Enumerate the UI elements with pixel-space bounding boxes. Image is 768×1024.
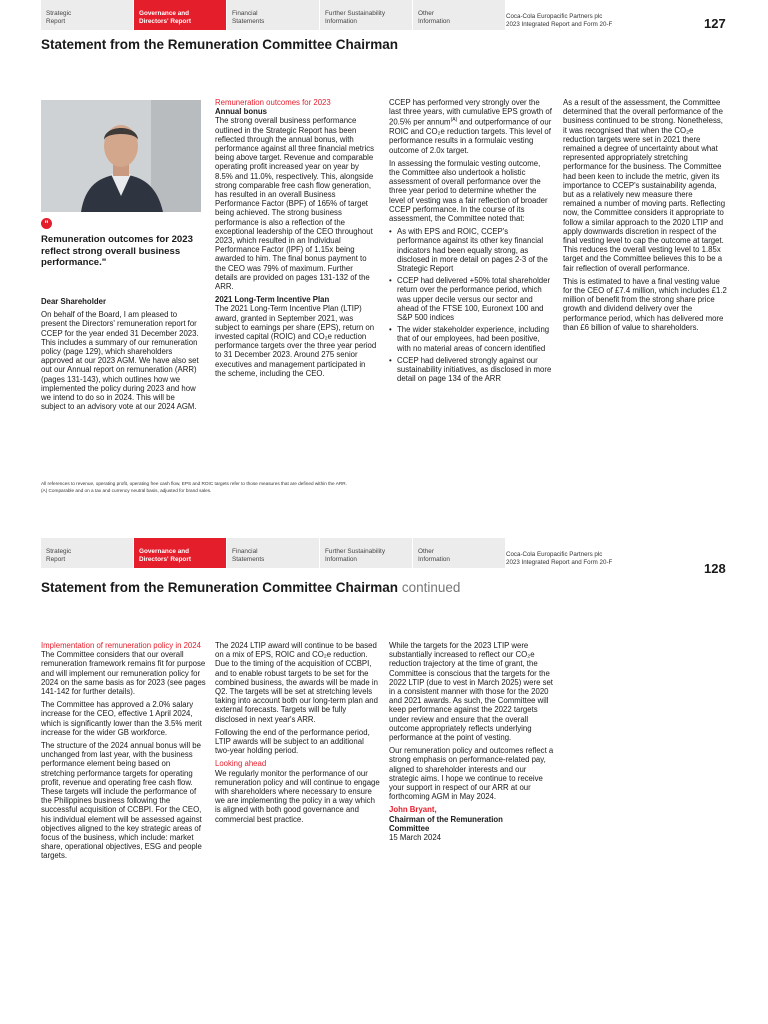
ltip-body: The 2021 Long-Term Incentive Plan (LTIP) award, granted in September 2021, was subject to earnings per share (EPS), return on invested capital (ROIC) and CO₂e reduction performance targets over the three year period to 31 December 2023. Around 275 senior executives and management participated in the scheme, including the CEO. [215,304,377,378]
annual-bonus-body: The strong overall business performance outlined in the Strategic Report has been reflected through the annual bonus, with performance against all three financial metrics being above target. Revenue and comparable operating profit increased year on year by 8.5% and 11.0%, respectively. This, alongside strong comparable free cash flow generation, has resulted in an overall Business Performance Factor (BPF) of 165% of target being achieved. The strong business performance is also a reflection of the exceptional leadership of the CEO throughout 2023, which resulted in an Individual Performance Factor (IPF) of 1.15x being awarded to him. The final bonus payment to the CEO was 79% of maximum. Further details are provided on pages 131-132 of the ARR. [215,116,375,292]
page-128 [0,538,768,1024]
nav-governance[interactable]: Governance and Directors' Report [134,0,227,30]
title-continued: continued [401,580,461,595]
col4-paragraph-1: As a result of the assessment, the Committee determined that the overall performance of the business continued to be strong. Nonetheless, it was recognised that when the CO₂e reduction targets were set in 2021 there remained a degree of uncertainty about what represented appropriately stretching performance for the business. The Committee had been keen to include the metric, given its importance to CCEP's sustainability agenda, but as a relatively new measure there remained a number of moving parts. Reflecting now, the Committee considers it appropriate to follow a similar approach to the 2020 LTIP and apply downwards discretion in respect of the final vesting level to cap the outcome at target. This reduces the overall vesting level to 1.85x target and the Committee believes this to be a fair reflection of overall performance. [563,98,726,273]
list-item: • CCEP had delivered +50% total shareholder return over the performance period, which was upper decile versus our sector and ahead of the FTSE 100, Euronext 100 and S&P 500 indices [389,276,552,322]
signature-date: 15 March 2024 [389,833,442,843]
outcomes-heading: Remuneration outcomes for 2023 [215,98,331,107]
signatory-role: Chairman of the Remuneration Committee [389,814,503,833]
col1-paragraph-1: The Committee considers that our overall remuneration framework remains fit for purpose and will implement our remuneration policy for 2024 on the same basis as for 2023 (see pages 141-142 for further details). [41,650,206,697]
page-number: 127 [704,16,726,31]
page-number: 128 [704,561,726,576]
dear-shareholder-body: On behalf of the Board, I am pleased to present the Directors' remuneration report for CCEP for the year ended 31 December 2023. This includes a summary of our remuneration policy (page 129), which shareholders approved at our 2023 AGM. We have also set out our Annual report on remuneration (ARR) (pages 131-143), which outlines how we implemented the policy during 2023 and how we intend to do so in 2024. This will be subject to an advisory vote at our 2024 AGM. [41,310,199,412]
nav-financial-statements[interactable]: Financial Statements [227,0,320,30]
chairman-photo [41,100,201,212]
list-item: • CCEP had delivered strongly against our sustainability initiatives, as disclosed in more detail on page 134 of the ARR [389,356,552,384]
column-1 [41,641,206,865]
footnotes [41,481,541,494]
col2-paragraph-1: The 2024 LTIP award will continue to be based on a mix of EPS, ROIC and CO₂e reduction. Due to the timing of the acquisition of CCBPI, and to enable robust targets to be set for the combined business, the awards will be made in Q2. The targets will be set at stretching levels taking into account both our long-term plan and external forecasts. Targets will be fully disclosed in next year's ARR. [215,641,378,724]
ltip-heading: 2021 Long-Term Incentive Plan [215,295,330,305]
column-3 [389,641,554,842]
col2-paragraph-2: Following the end of the performance period, LTIP awards will be subject to an additional two-year holding period. [215,727,370,756]
list-item: • As with EPS and ROIC, CCEP's performance against its other key financial indicators had been equally strong, as disclosed in more detail on pages 2-3 of the Strategic Report [389,227,552,273]
company-header: Coca-Cola Europacific Partners plc 2023 Integrated Report and Form 20-F [506,551,613,566]
nav-strategic-report[interactable]: Strategic Report [41,0,134,30]
col3-paragraph-2: In assessing the formulaic vesting outcome, the Committee also undertook a holistic assessment of overall performance over the three year period to determine whether the level of vesting was a fair reflection of broader CCEP performance. In the course of its assessment, the Committee noted that: [389,158,548,224]
nav-other-information[interactable]: Other Information [413,538,506,568]
col3-paragraph-2: Our remuneration policy and outcomes reflect a strong emphasis on performance-related pay, aligned to shareholder interests and our strategic aims. I hope we continue to receive your support in respect of our ARR at our forthcoming AGM in May 2024. [389,746,554,802]
footnote-general: All references to revenue, operating profit, operating free cash flow, EPS and ROIC targets refer to those measures that are defined within the ARR. [41,481,347,486]
looking-ahead-heading: Looking ahead [215,759,267,769]
page-title: Statement from the Remuneration Committee Chairman [41,37,399,52]
col3-paragraph-1: CCEP has performed very strongly over the last three years, with cumulative EPS growth of 20.5% per annum$^{(A)}$ and outperformance of our ROIC and CO₂e reduction targets. This level of performance results in a formulaic vesting outcome of 2.0x target. [389,98,552,155]
col3-paragraph-1: While the targets for the 2023 LTIP were substantially increased to reflect our CO₂e reduction trajectory at the time of grant, the Committee is conscious that the targets for the 2022 LTIP (due to vest in March 2025) were set in a consistent manner with those for the 2020 and 2021 awards. As such, the Committee will keep performance against the 2022 targets under review and ensure that the overall outcome appropriately reflects underlying performance at the point of vesting. [389,641,553,743]
quote-icon: " [41,218,52,229]
nav-strategic-report[interactable]: Strategic Report [41,538,134,568]
col1-paragraph-3: The structure of the 2024 annual bonus will be unchanged from last year, with the business performance element being based on stretching performance targets for operating profit, revenue and operating free cash flow. These targets will include the performance of the Philippines business following the successful acquisition of CCBPI. For the CEO, his individual element will be assessed against objectives aligned to the key strategic areas of focus of the business, which include: market share, operational objectives, ESG and people targets. [41,741,202,861]
column-4 [563,98,727,336]
implementation-heading: Implementation of remuneration policy in 2024 [41,641,201,650]
assessment-list [389,227,552,383]
col1-paragraph-2: The Committee has approved a 2.0% salary increase for the CEO, effective 1 April 2024, which is significantly lower than the 3.5% merit increase for the wider GB workforce. [41,700,202,737]
section-nav [41,0,506,30]
col2-paragraph-3: We regularly monitor the performance of our remuneration policy and will continue to engage with shareholders where necessary to ensure we are implementing the policy in a way which is aligned with both good governance and commercial best practice. [215,768,380,824]
footnote-a: (A) Comparable and on a tax and currency neutral basis, adjusted for brand sales. [41,487,212,493]
annual-bonus-heading: Annual bonus [215,107,267,117]
nav-governance[interactable]: Governance and Directors' Report [134,538,227,568]
list-item: • The wider stakeholder experience, including that of our employees, had been positive, with no material areas of concern identified [389,325,552,353]
nav-financial-statements[interactable]: Financial Statements [227,538,320,568]
nav-other-information[interactable]: Other Information [413,0,506,30]
col4-paragraph-2: This is estimated to have a final vesting value for the CEO of £7.4 million, which includes £1.2 million of benefit from the strong share price growth and dividend delivery over the performance period, which has delivered more than £6 billion of value to shareholders. [563,276,727,332]
signatory-name: John Bryant, [389,805,437,815]
section-nav [41,538,506,568]
nav-further-sustainability[interactable]: Further Sustainability Information [320,0,413,30]
page-title: Statement from the Remuneration Committee Chairman continued [41,580,461,595]
column-1 [41,297,201,415]
nav-further-sustainability[interactable]: Further Sustainability Information [320,538,413,568]
column-2 [215,641,380,828]
column-3 [389,98,552,386]
pullquote: Remuneration outcomes for 2023 reflect strong overall business performance." [41,234,193,269]
dear-shareholder-heading: Dear Shareholder [41,297,106,306]
company-header: Coca-Cola Europacific Partners plc 2023 Integrated Report and Form 20-F [506,13,613,28]
column-2 [215,98,377,382]
